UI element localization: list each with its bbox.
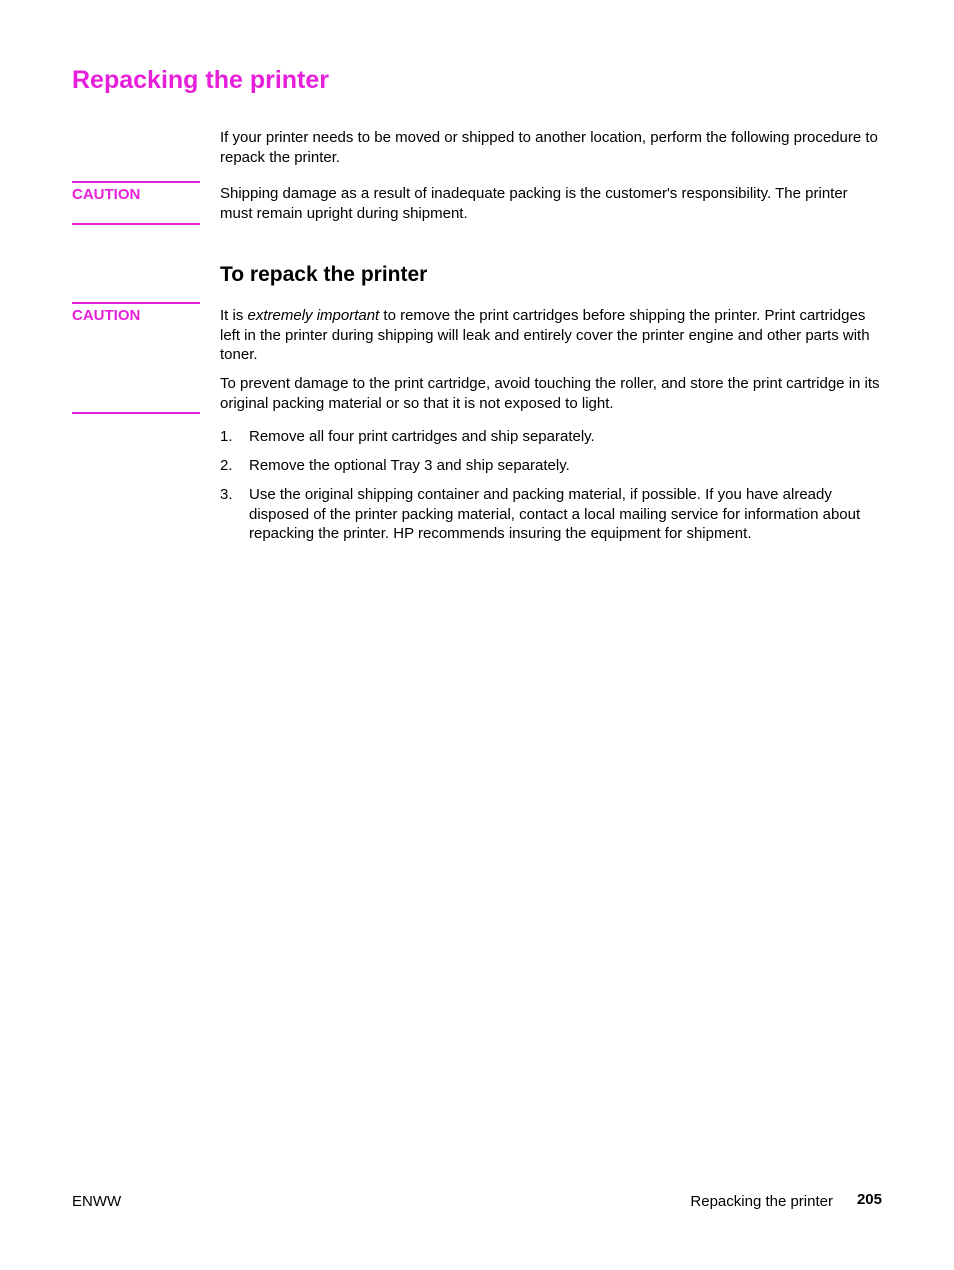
- caution-label: CAUTION: [72, 186, 141, 203]
- footer-section-title: Repacking the printer: [690, 1193, 833, 1210]
- caution-bottom-rule: [72, 223, 200, 225]
- caution-bottom-rule: [72, 412, 200, 414]
- page-number: 205: [856, 1191, 882, 1208]
- intro-paragraph: If your printer needs to be moved or shipped to another location, perform the following procedure to repack the printer.: [220, 129, 878, 166]
- caution-text: [220, 306, 882, 365]
- caution-text-start: It is: [220, 307, 248, 324]
- section-heading: To repack the printer: [220, 263, 428, 286]
- step-number: 2.: [220, 457, 233, 474]
- footer-label: ENWW: [72, 1193, 122, 1210]
- step-number: 3.: [220, 486, 233, 503]
- caution-text: Shipping damage as a result of inadequate packing is the customer's responsibility. The printer must remain upright during shipment.: [220, 185, 848, 222]
- caution-top-rule: [72, 181, 200, 183]
- caution-text-secondary: To prevent damage to the print cartridge, avoid touching the roller, and store the print cartridge in its original packing material or so that it is not exposed to light.: [220, 375, 880, 412]
- caution-top-rule: [72, 302, 200, 304]
- caution-text-end: to remove the print cartridges before shipping the printer. Print cartridges left in the printer during shipping will leak and entirely cover the printer engine and other parts with toner.: [220, 307, 870, 363]
- step-text: Use the original shipping container and packing material, if possible. If you have already disposed of the printer packing material, contact a local mailing service for information about repacking the printer. HP recommends insuring the equipment for shipment.: [249, 486, 861, 542]
- step-text: Remove the optional Tray 3 and ship separately.: [249, 457, 570, 474]
- caution-emphasis: extremely important: [247, 307, 380, 324]
- step-number: 1.: [220, 428, 233, 445]
- step-text: Remove all four print cartridges and ship separately.: [249, 428, 595, 445]
- caution-label: CAUTION: [72, 307, 141, 324]
- page-title: Repacking the printer: [72, 66, 329, 94]
